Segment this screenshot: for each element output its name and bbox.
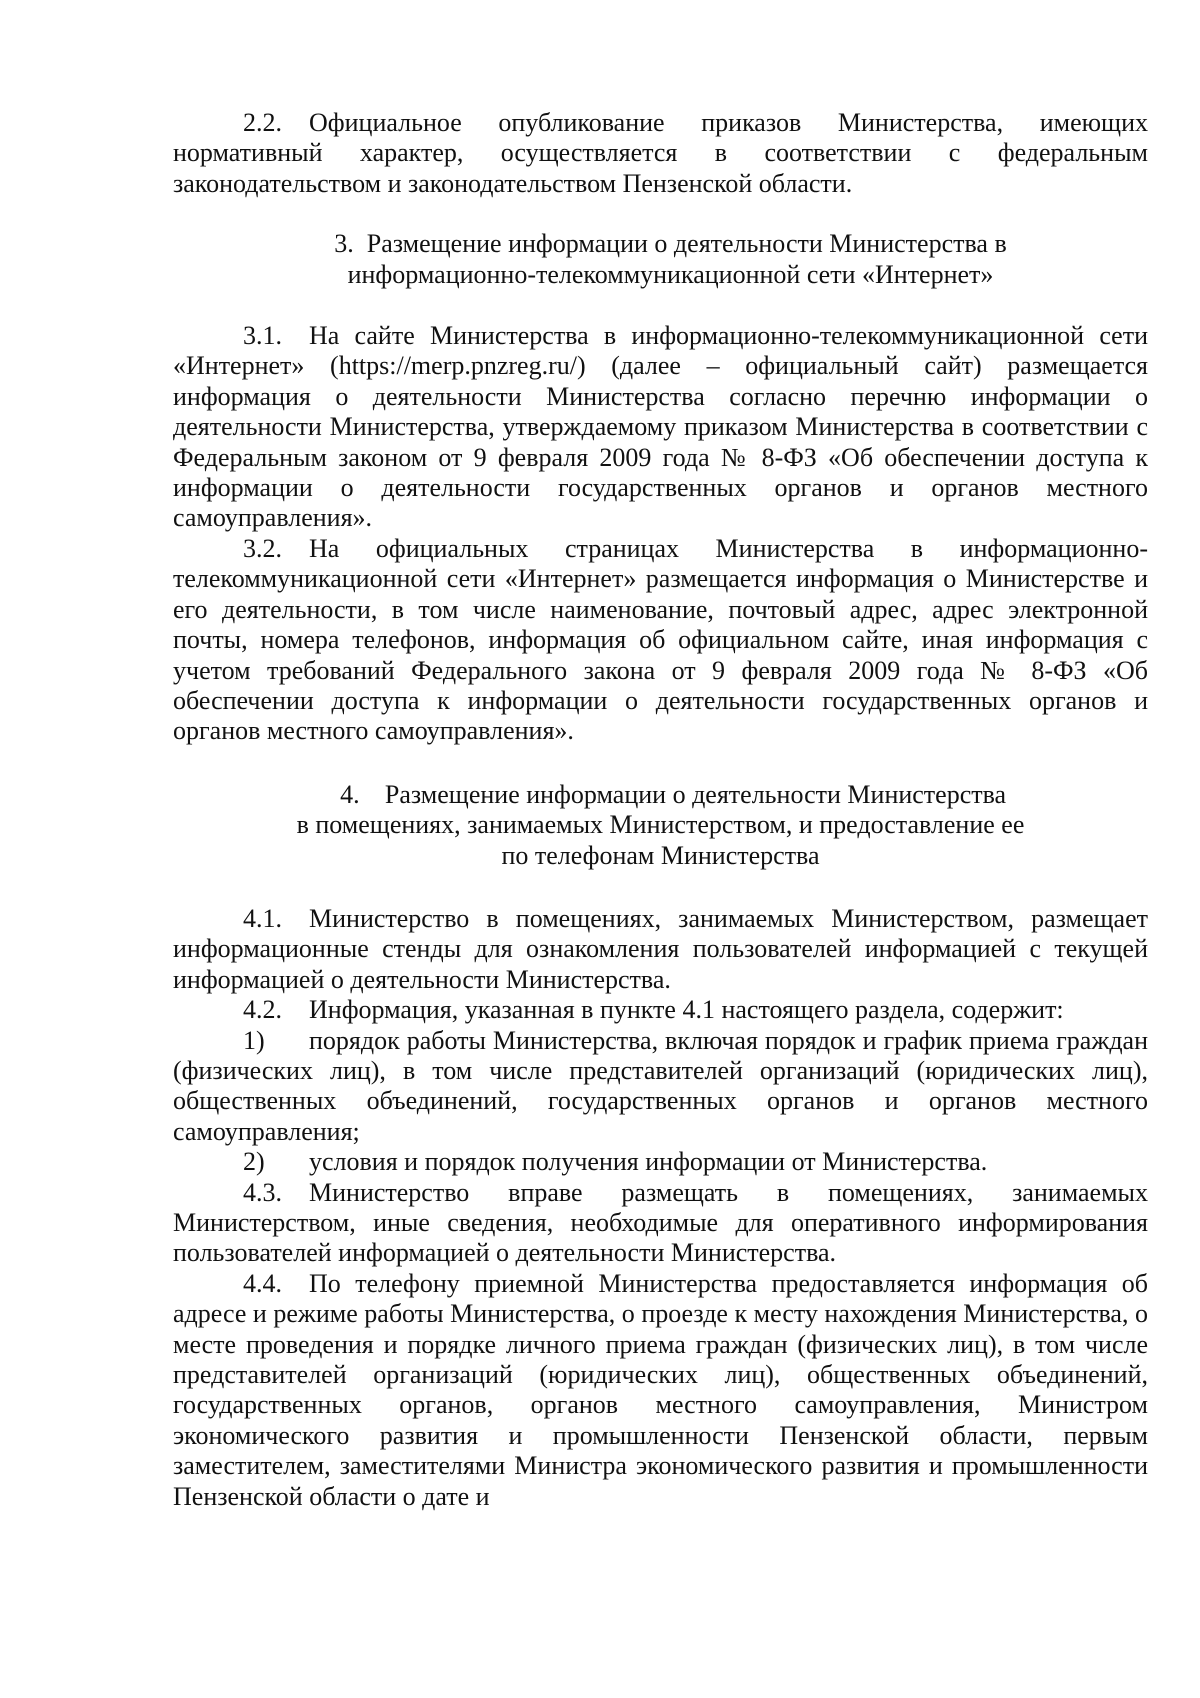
paragraph-4-1 (173, 904, 1148, 995)
paragraph-number: 4.1. (243, 903, 282, 933)
heading-text: Размещение информации о деятельности Министерства в (366, 229, 1007, 259)
paragraph-text: Министерство в помещениях, занимаемых Министерством, размещает информационные стенды для ознакомления пользователей информацией с текущей информацией о деятельности Министерства. (173, 903, 1148, 994)
paragraph-text: Официальное опубликование приказов Министерства, имеющих нормативный характер, осуществляется в соответствии с федеральным законодательством и законодательством Пензенской области. (173, 108, 1148, 198)
paragraph-number: 3.2. (243, 533, 282, 563)
list-item-number: 2) (243, 1147, 265, 1177)
heading-number: 4. (340, 779, 360, 809)
section-4-heading (173, 780, 1148, 871)
heading-line-2: информационно-телекоммуникационной сети «Интернет» (347, 259, 994, 289)
list-item-text: условия и порядок получения информации от Министерства. (309, 1147, 988, 1177)
paragraph-number: 3.1. (243, 321, 282, 351)
paragraph-number: 4.3. (243, 1177, 282, 1207)
paragraph-text: На сайте Министерства в информационно-телекоммуникационной сети «Интернет» (https://merp.pnzreg.ru/) (далее – официальный сайт) размещается информация о деятельности Министерства согласно перечню информации о деятельности Министерства, утверждаемому приказом Министерства в соответствии с Федеральным законом от 9 февраля 2009 года № 8-ФЗ «Об обеспечении доступа к информации о деятельности государственных органов и органов местного самоуправления». (173, 321, 1148, 533)
paragraph-text: Министерство вправе размещать в помещениях, занимаемых Министерством, иные сведения, необходимые для оперативного информирования пользователей информацией о деятельности Министерства. (173, 1177, 1148, 1268)
paragraph-number: 4.4. (243, 1268, 282, 1298)
paragraph-text: По телефону приемной Министерства предоставляется информация об адресе и режиме работы Министерства, о проезде к месту нахождения Министерства, о месте проведения и порядке личного приема граждан (физических лиц), в том числе представителей организаций (юридических лиц), общественных объединений, государственных органов, органов местного самоуправления, Министром экономического развития и промышленности Пензенской области, первым заместителем, заместителями Министра экономического развития и промышленности Пензенской области о дате и (173, 1268, 1148, 1511)
heading-line-3: по телефонам Министерства (501, 840, 820, 870)
list-item-1 (173, 1026, 1148, 1148)
paragraph-number: 2.2. (243, 108, 282, 137)
paragraph-text: Информация, указанная в пункте 4.1 настоящего раздела, содержит: (309, 995, 1064, 1025)
heading-line-2: в помещениях, занимаемых Министерством, и предоставление ее (296, 810, 1025, 840)
paragraph-4-4 (173, 1269, 1148, 1512)
paragraph-4-2 (173, 995, 1148, 1025)
list-item-text: порядок работы Министерства, включая порядок и график приема граждан (физических лиц), в том числе представителей организаций (юридических лиц), общественных объединений, государственных органов и органов местного самоуправления; (173, 1025, 1148, 1146)
list-item-number: 1) (243, 1025, 265, 1055)
heading-line-1 (193, 229, 1148, 259)
paragraph-number: 4.2. (243, 995, 282, 1025)
paragraph-4-3 (173, 1178, 1148, 1269)
heading-number: 3. (334, 229, 354, 259)
paragraph-2-2 (173, 108, 1148, 199)
list-item-2 (173, 1147, 1148, 1177)
paragraph-text: На официальных страницах Министерства в информационно-телекоммуникационной сети «Интернет» размещается информация о Министерстве и его деятельности, в том числе наименование, почтовый адрес, адрес электронной почты, номера телефонов, информация об официальном сайте, иная информация с учетом требований Федерального закона от 9 февраля 2009 года № 8-ФЗ «Об обеспечении доступа к информации о деятельности государственных органов и органов местного самоуправления». (173, 533, 1148, 746)
section-3-heading (173, 229, 1148, 290)
heading-text: Размещение информации о деятельности Министерства (384, 779, 1007, 809)
paragraph-3-1 (173, 321, 1148, 534)
paragraph-3-2 (173, 534, 1148, 747)
heading-line-1 (173, 780, 1148, 810)
